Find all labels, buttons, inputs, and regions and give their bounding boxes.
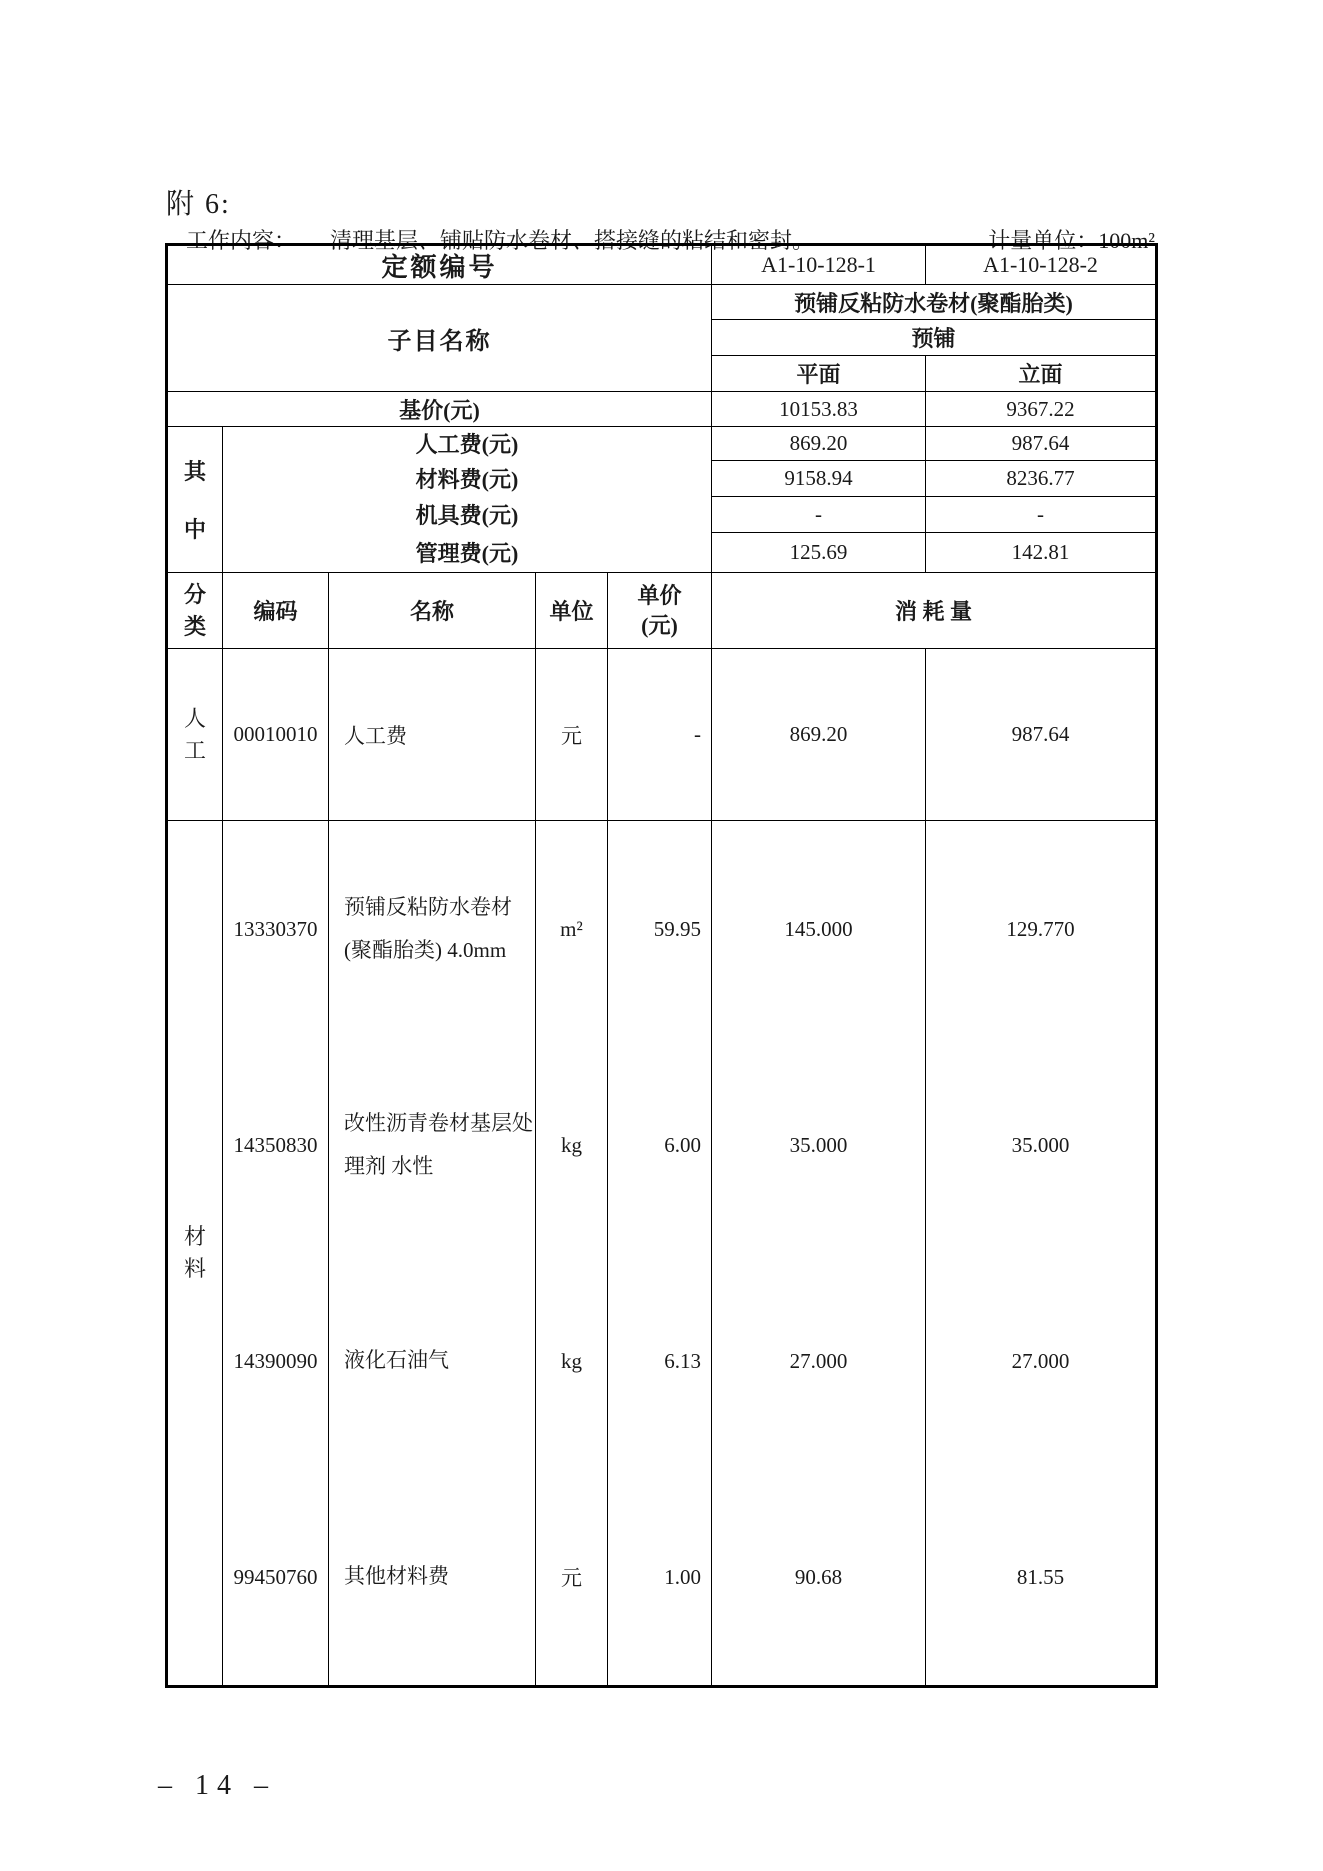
labor-row-unit: 元 <box>536 649 608 821</box>
quota-code-2: A1-10-128-2 <box>926 246 1155 285</box>
material-unit-column <box>536 821 608 1685</box>
labor-row-name: 人工费 <box>329 649 536 821</box>
material-code-column <box>223 821 329 1685</box>
fee-label-material: 材料费(元) <box>415 467 519 493</box>
among-char-1: 其 <box>183 458 206 484</box>
fee-management-plane: 125.69 <box>712 533 926 573</box>
orientation-facade: 立面 <box>926 356 1155 392</box>
fee-management-facade: 142.81 <box>926 533 1155 573</box>
appendix-label: 附 6: <box>166 189 231 220</box>
material-row-code: 99450760 <box>233 1564 318 1589</box>
base-price-label: 基价(元) <box>168 392 712 427</box>
material-row-unit: 元 <box>561 1566 582 1590</box>
material-row-name <box>329 821 535 1037</box>
fee-labor-facade: 987.64 <box>926 427 1155 461</box>
material-name-column <box>329 821 536 1685</box>
material-char-2: 料 <box>183 1256 206 1281</box>
labor-section-label <box>168 649 223 821</box>
category-row-membrane: 预铺反粘防水卷材(聚酯胎类) <box>712 285 1155 320</box>
material-row-unit: kg <box>561 1348 582 1373</box>
fee-label-labor: 人工费(元) <box>415 432 519 458</box>
among-char-2: 中 <box>183 517 206 543</box>
material-row-qty-plane: 27.000 <box>789 1348 848 1373</box>
material-row-price: 1.00 <box>664 1564 701 1589</box>
work-content-label: 工作内容： <box>186 228 297 253</box>
material-name-text: 其他材料费 <box>344 1564 449 1589</box>
material-row-code: 13330370 <box>233 916 318 941</box>
detail-header-unit: 单位 <box>536 573 608 649</box>
fee-material-facade: 8236.77 <box>926 461 1155 497</box>
material-name-text: 预铺反粘防水卷材(聚酯胎类) 4.0mm <box>344 894 512 962</box>
work-content-text: 清理基层、铺贴防水卷材、搭接缝的粘结和密封。 <box>330 228 815 253</box>
detail-header-code: 编码 <box>223 573 329 649</box>
material-name-text: 改性沥青卷材基层处理剂 水性 <box>344 1110 533 1178</box>
detail-header-consumption: 消 耗 量 <box>712 573 1155 649</box>
labor-row-code: 00010010 <box>223 649 329 821</box>
material-price-column <box>608 821 712 1685</box>
material-section-label <box>168 821 223 1685</box>
material-row-qty-plane: 35.000 <box>789 1132 848 1157</box>
fee-material-plane: 9158.94 <box>712 461 926 497</box>
detail-header-name: 名称 <box>329 573 536 649</box>
category-char-2: 类 <box>183 613 206 639</box>
labor-row-price: - <box>608 649 712 821</box>
orientation-plane: 平面 <box>712 356 926 392</box>
material-row-qty-facade: 81.55 <box>1016 1564 1065 1589</box>
price-header-line2: (元) <box>641 612 678 638</box>
material-row-qty-plane: 145.000 <box>784 916 853 941</box>
labor-char-1: 人 <box>183 705 206 731</box>
quota-code-1: A1-10-128-1 <box>712 246 926 285</box>
category-char-1: 分 <box>183 581 206 607</box>
quota-table <box>165 243 1158 1688</box>
measure-unit-label: 计量单位：100m² <box>988 228 1155 253</box>
material-char-1: 材 <box>183 1224 206 1250</box>
category-row-prelaid: 预铺 <box>712 320 1155 356</box>
material-qty-facade-column <box>926 821 1155 1685</box>
material-row-name <box>329 1253 535 1469</box>
material-row-qty-facade: 129.770 <box>1006 916 1075 941</box>
material-row-unit: kg <box>561 1132 582 1157</box>
material-row-code: 14390090 <box>233 1348 318 1373</box>
material-name-text: 液化石油气 <box>344 1348 449 1373</box>
labor-char-2: 工 <box>183 737 206 763</box>
material-row-qty-facade: 27.000 <box>1011 1348 1070 1373</box>
material-row-price: 59.95 <box>653 916 701 941</box>
fee-machine-plane: - <box>712 497 926 533</box>
among-label <box>168 427 223 573</box>
material-row-qty-facade: 35.000 <box>1011 1132 1070 1157</box>
detail-header-category <box>168 573 223 649</box>
labor-row-qty-facade: 987.64 <box>926 649 1155 821</box>
material-row-code: 14350830 <box>233 1132 318 1157</box>
fee-labor-plane: 869.20 <box>712 427 926 461</box>
page-number: – 14 – <box>158 1770 276 1801</box>
material-row-price: 6.13 <box>664 1348 701 1373</box>
material-row-price: 6.00 <box>664 1132 701 1157</box>
fee-label-machine: 机具费(元) <box>415 502 519 528</box>
fee-labels-cell <box>223 427 712 573</box>
price-header-line1: 单价 <box>637 582 682 608</box>
material-row-name <box>329 1469 535 1685</box>
quota-number-label: 定额编号 <box>168 246 712 285</box>
material-row-name <box>329 1037 535 1253</box>
material-row-qty-plane: 90.68 <box>794 1564 843 1589</box>
material-qty-plane-column <box>712 821 926 1685</box>
fee-machine-facade: - <box>926 497 1155 533</box>
base-price-plane: 10153.83 <box>712 392 926 427</box>
subitem-name-label: 子目名称 <box>168 285 712 392</box>
detail-header-price <box>608 573 712 649</box>
material-row-unit: m² <box>560 916 583 941</box>
labor-row-qty-plane: 869.20 <box>712 649 926 821</box>
base-price-facade: 9367.22 <box>926 392 1155 427</box>
fee-label-management: 管理费(元) <box>415 540 519 566</box>
